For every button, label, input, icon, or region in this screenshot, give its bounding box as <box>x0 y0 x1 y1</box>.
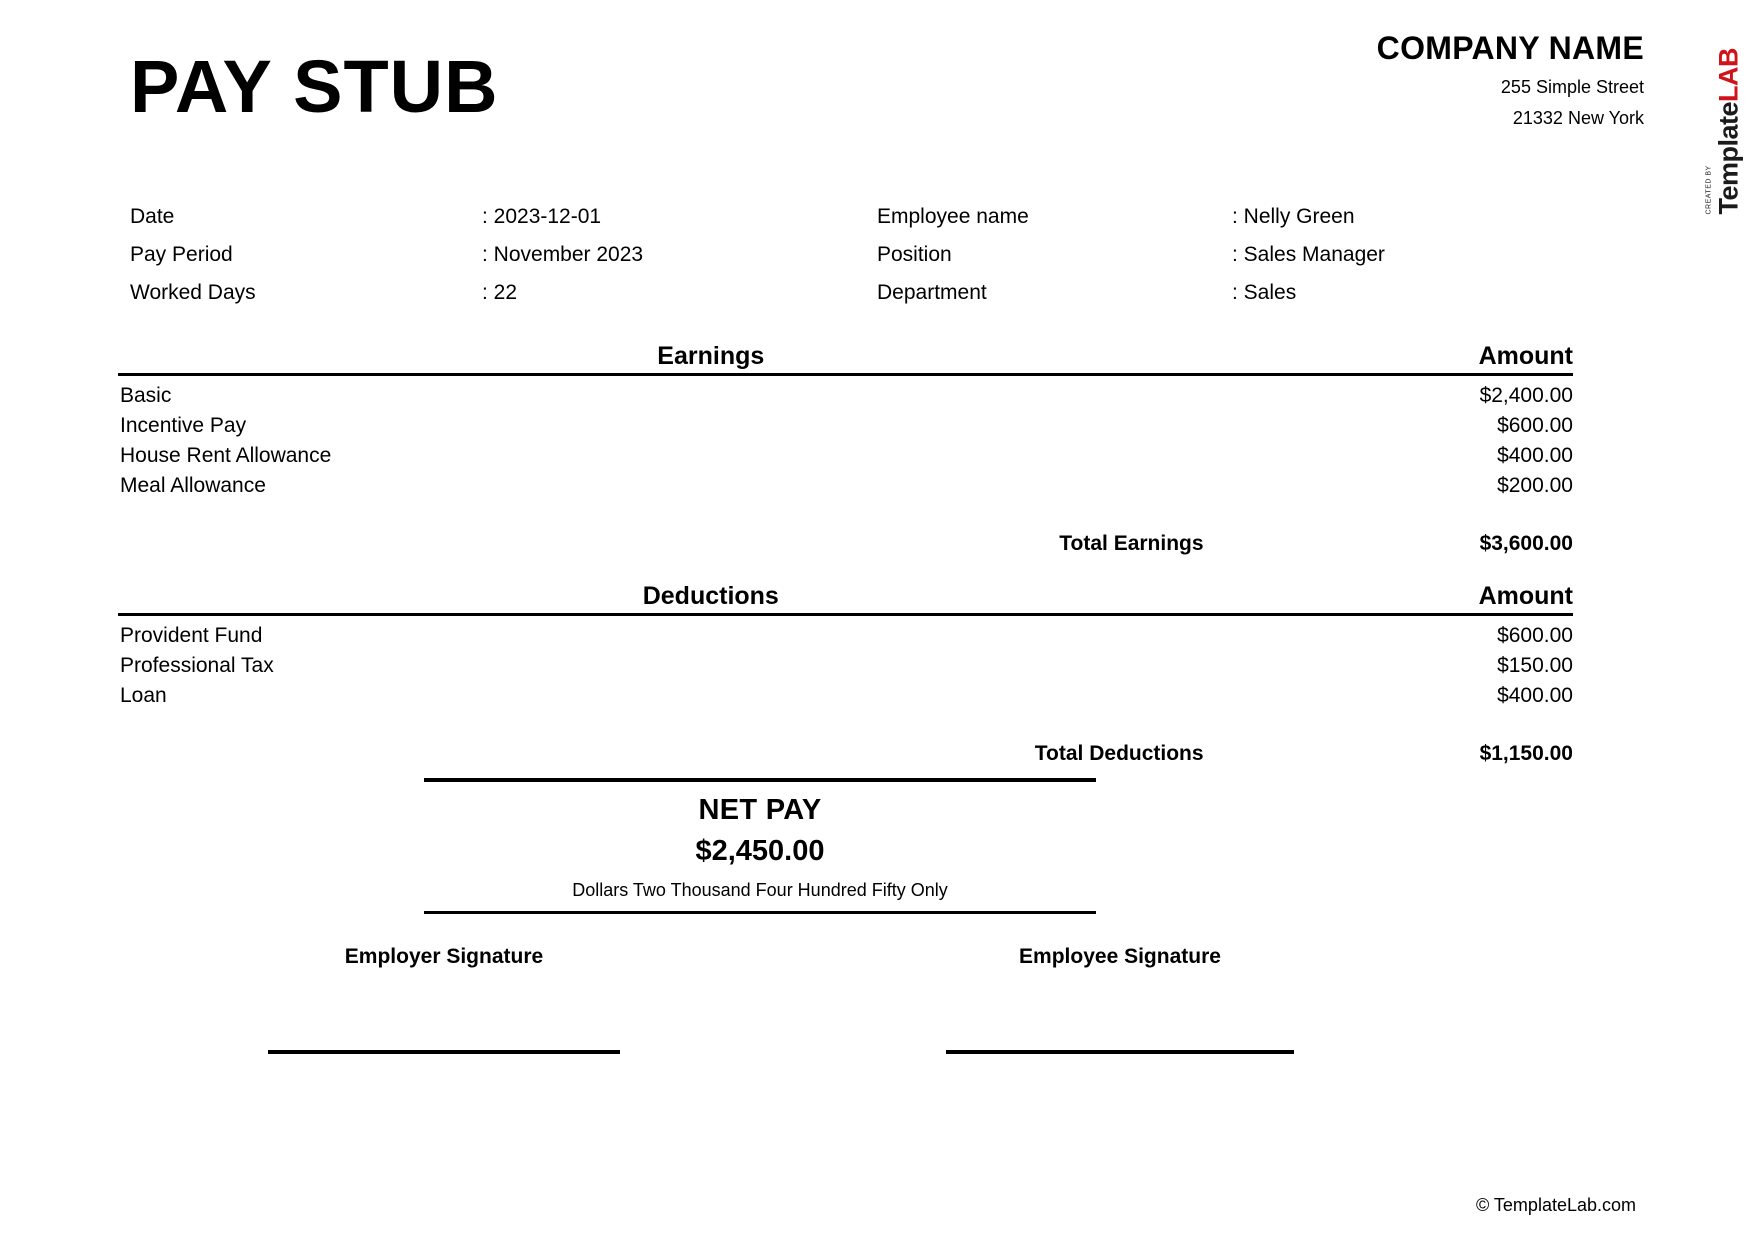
employer-signature-label: Employer Signature <box>344 945 544 968</box>
pay-stub-meta <box>130 198 1630 312</box>
meta-label-pay-period: Pay Period <box>130 243 233 266</box>
earnings-item-label: Incentive Pay <box>120 414 247 437</box>
total-earnings-label: Total Earnings <box>1059 532 1204 555</box>
watermark-brand-part2: LAB <box>1713 47 1744 102</box>
earnings-total-row <box>118 532 1573 556</box>
table-row <box>118 676 1573 706</box>
deductions-amount-header: Amount <box>1478 582 1573 610</box>
deductions-header-label: Deductions <box>642 582 779 610</box>
meta-value-worked-days: : 22 <box>482 281 518 304</box>
meta-label-date: Date <box>130 205 175 228</box>
employee-signature-line <box>946 1050 1294 1054</box>
table-row <box>118 436 1573 466</box>
net-pay-box <box>424 778 1096 914</box>
meta-value-department: : Sales <box>1232 281 1297 304</box>
templatelab-watermark <box>1704 6 1748 216</box>
company-block <box>1377 28 1644 133</box>
total-deductions-label: Total Deductions <box>1034 742 1204 765</box>
table-row <box>118 646 1573 676</box>
table-row <box>118 376 1573 406</box>
earnings-header-row <box>118 342 1573 376</box>
watermark-created-by: CREATED BY <box>1705 165 1713 215</box>
total-deductions-amount: $1,150.00 <box>1479 742 1573 765</box>
meta-value-date: : 2023-12-01 <box>482 205 602 228</box>
deductions-item-label: Provident Fund <box>120 624 263 647</box>
deductions-item-amount: $600.00 <box>1497 624 1573 647</box>
meta-label-worked-days: Worked Days <box>130 281 256 304</box>
meta-label-employee-name: Employee name <box>877 205 1029 228</box>
meta-value-pay-period: : November 2023 <box>482 243 644 266</box>
deductions-header-row <box>118 582 1573 616</box>
earnings-item-amount: $600.00 <box>1497 414 1573 437</box>
earnings-item-amount: $200.00 <box>1497 474 1573 497</box>
meta-value-position: : Sales Manager <box>1232 243 1385 266</box>
meta-row <box>130 236 1630 274</box>
earnings-item-label: House Rent Allowance <box>120 444 332 467</box>
earnings-item-label: Basic <box>120 384 172 407</box>
net-pay-amount: $2,450.00 <box>695 835 825 867</box>
table-row <box>118 466 1573 496</box>
deductions-section <box>118 582 1573 766</box>
table-row <box>118 406 1573 436</box>
meta-label-department: Department <box>877 281 987 304</box>
deductions-item-label: Loan <box>120 684 167 707</box>
earnings-section <box>118 342 1573 556</box>
total-earnings-amount: $3,600.00 <box>1479 532 1573 555</box>
earnings-item-amount: $400.00 <box>1497 444 1573 467</box>
company-name: COMPANY NAME <box>1376 30 1644 66</box>
net-pay-in-words: Dollars Two Thousand Four Hundred Fifty Only <box>572 880 948 900</box>
deductions-total-row <box>118 742 1573 766</box>
company-address-line-1: 255 Simple Street <box>1500 76 1644 97</box>
meta-row <box>130 274 1630 312</box>
earnings-item-amount: $2,400.00 <box>1479 384 1573 407</box>
earnings-item-label: Meal Allowance <box>120 474 266 497</box>
watermark-brand-part1: Template <box>1713 101 1744 215</box>
watermark-brand <box>1714 5 1745 215</box>
page-title: PAY STUB <box>130 45 499 128</box>
deductions-item-amount: $150.00 <box>1497 654 1573 677</box>
table-row <box>118 616 1573 646</box>
employer-signature-line <box>268 1050 620 1054</box>
company-address-line-2: 21332 New York <box>1512 108 1644 129</box>
meta-row <box>130 198 1630 236</box>
document-header <box>130 28 1644 148</box>
deductions-item-label: Professional Tax <box>120 654 274 677</box>
employee-signature-label: Employee Signature <box>1019 945 1221 968</box>
deductions-item-amount: $400.00 <box>1497 684 1573 707</box>
footer-credit: © TemplateLab.com <box>1475 1195 1636 1215</box>
earnings-header-label: Earnings <box>657 342 765 370</box>
net-pay-label: NET PAY <box>698 794 822 826</box>
meta-value-employee-name: : Nelly Green <box>1232 205 1355 228</box>
earnings-amount-header: Amount <box>1478 342 1573 370</box>
meta-label-position: Position <box>877 243 952 266</box>
